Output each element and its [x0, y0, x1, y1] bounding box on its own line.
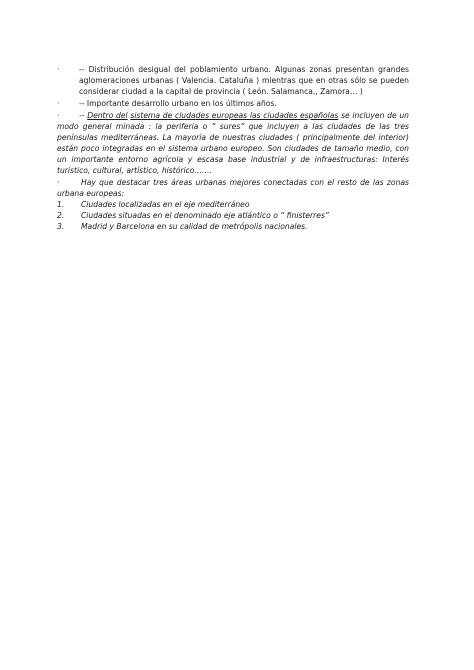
numbered-item-3: [57, 221, 409, 232]
list-item-text: Ciudades localizadas en el eje mediterráneo: [81, 200, 250, 209]
bullet-marker: ·: [57, 178, 60, 187]
list-number: 1.: [57, 200, 65, 209]
bullet-item-european-system: [57, 110, 409, 176]
list-number: 3.: [57, 222, 65, 231]
list-number: 2.: [57, 211, 65, 220]
bullet-item-three-areas: [57, 177, 409, 199]
bullet-body-text: Importante desarrollo urbano en los últimos años.: [86, 99, 277, 108]
numbered-item-1: [57, 199, 409, 210]
bullet-marker: ·: [57, 111, 60, 120]
bullet-text: [57, 177, 409, 199]
bullet-marker: ·: [57, 65, 60, 74]
numbered-item-2: [57, 210, 409, 221]
bullet-dash: --: [79, 99, 85, 108]
bullet-item-development: [57, 98, 409, 109]
bullet-body-text: Hay que destacar tres áreas urbanas mejores conectadas con el resto de las zonas urbana europeas:: [57, 178, 409, 198]
underlined-phrase: Dentro del: [87, 111, 128, 120]
bullet-text: [57, 98, 409, 109]
bullet-body-text: Distribución desigual del poblamiento urbano. Algunas zonas presentan grandes aglomeraciones urbanas ( Valencia. Cataluña ) mientras que en otras sólo se pueden considerar ciudad a la capital de provincia ( León. Salamanca., Zamora… ): [79, 65, 409, 96]
bullet-text: [57, 110, 409, 176]
bullet-dash: --: [79, 65, 85, 74]
underlined-phrase: sistema de ciudades europeas las ciudades españolas: [130, 111, 339, 120]
list-item-text: Madrid y Barcelona en su calidad de metrópolis nacionales.: [81, 222, 308, 231]
bullet-body-text: se incluyen de un modo general minada : la periferia o “ sures” que incluyen a las ciudades de las tres penínsulas mediterráneas. La mayoría de nuestras ciudades ( principalmente del interior) están poco integradas en el sistema urbano europeo. Son ciudades de tamaño medio, con un importante entorno agrícola y escasa base industrial y de infraestructuras: Interés turístico, cultural, artístico, histórico…….: [57, 111, 409, 175]
bullet-marker: ·: [57, 99, 60, 108]
bullet-text: [57, 64, 409, 97]
bullet-dash: --: [79, 111, 85, 120]
bullet-item-distribution: [57, 64, 409, 97]
list-item-text: Ciudades situadas en el denominado eje atlántico o “ finisterres”: [81, 211, 329, 220]
